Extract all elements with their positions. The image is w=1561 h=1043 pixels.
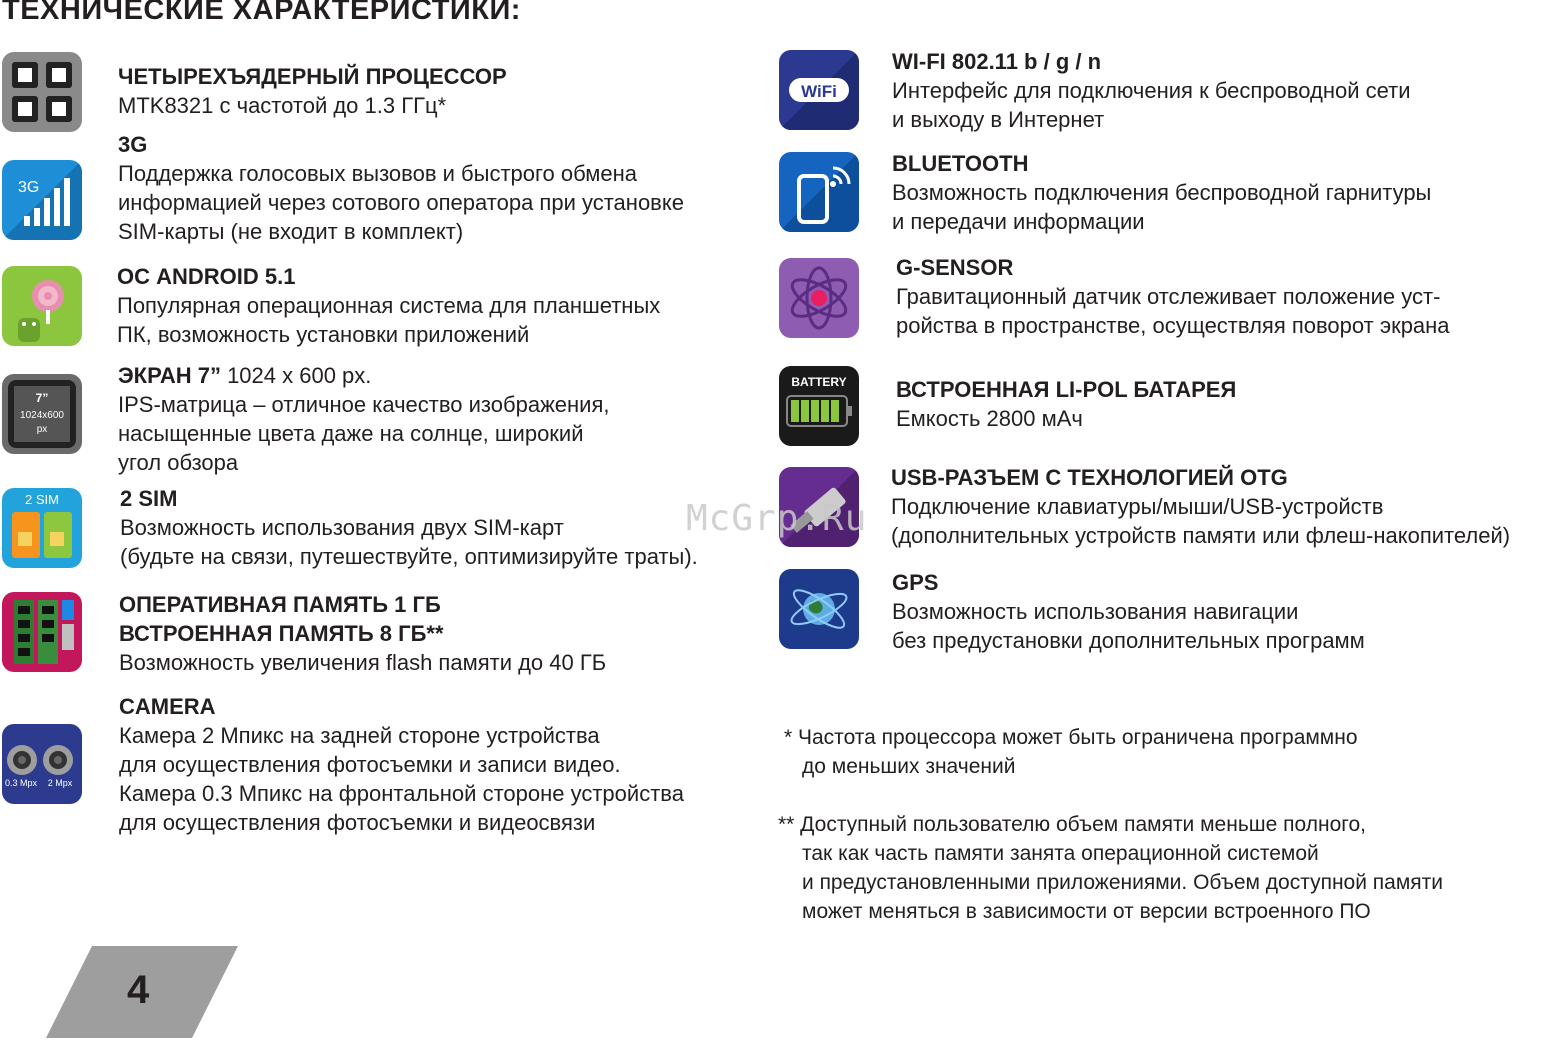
spec-wifi <box>892 47 1410 134</box>
spec-heading: GPS <box>892 570 939 595</box>
cpu-icon <box>2 52 82 132</box>
spec-line: Поддержка голосовых вызовов и быстрого обмена <box>118 161 637 186</box>
spec-gps <box>892 568 1365 655</box>
spec-line: Возможность подключения беспроводной гарнитуры <box>892 180 1432 205</box>
footnote-line: и предустановленными приложениями. Объем доступной памяти <box>802 871 1444 894</box>
spec-screen <box>118 361 610 477</box>
spec-line: ройства в пространстве, осуществляя поворот экрана <box>896 313 1450 338</box>
spec-camera <box>119 692 684 837</box>
spec-heading: ОС ANDROID 5.1 <box>117 264 296 289</box>
svg-text:px: px <box>36 424 48 435</box>
spec-line: IPS-матрица – отличное качество изображения, <box>118 392 610 417</box>
wifi-icon <box>779 50 859 130</box>
svg-text:WiFi: WiFi <box>801 82 837 101</box>
spec-android <box>117 262 660 349</box>
spec-heading: 3G <box>118 132 148 157</box>
svg-text:7”: 7” <box>35 391 49 405</box>
svg-text:BATTERY: BATTERY <box>791 375 847 389</box>
spec-heading: USB-РАЗЪЕМ С ТЕХНОЛОГИЕЙ OTG <box>891 465 1288 490</box>
spec-line: Камера 0.3 Мпикс на фронтальной стороне устройства <box>119 781 684 806</box>
g-sensor-icon <box>779 258 859 338</box>
spec-heading: CAMERA <box>119 694 216 719</box>
memory-icon <box>2 592 82 672</box>
spec-heading: ВСТРОЕННАЯ LI-POL БАТАРЕЯ <box>896 377 1237 402</box>
spec-line: Возможность использования двух SIM-карт <box>120 515 564 540</box>
footnote-line: так как часть памяти занята операционной системой <box>802 842 1319 865</box>
spec-line: для осуществления фотосъемки и видеосвязи <box>119 810 596 835</box>
spec-line: без предустановки дополнительных программ <box>892 628 1365 653</box>
spec-heading: ОПЕРАТИВНАЯ ПАМЯТЬ 1 ГБ <box>119 592 441 617</box>
spec-line: информацией через сотового оператора при установке <box>118 190 684 215</box>
footnote-line: * Частота процессора может быть ограничена программно <box>784 726 1358 749</box>
spec-heading: BLUETOOTH <box>892 151 1029 176</box>
page-title: ТЕХНИЧЕСКИЕ ХАРАКТЕРИСТИКИ: <box>2 0 521 26</box>
svg-text:2 Mpx: 2 Mpx <box>47 778 73 788</box>
spec-heading: ЭКРАН 7” <box>118 363 221 388</box>
spec-line: Популярная операционная система для планшетных <box>117 293 661 318</box>
spec-line: (дополнительных устройств памяти или флеш-накопителей) <box>891 523 1511 548</box>
watermark: McGrp.Ru <box>686 498 868 539</box>
battery-icon <box>779 366 859 446</box>
spec-heading: ЧЕТЫРЕХЪЯДЕРНЫЙ ПРОЦЕССОР <box>118 64 507 89</box>
spec-line: и передачи информации <box>892 209 1145 234</box>
spec-heading-suffix: 1024 x 600 px. <box>220 363 372 388</box>
spec-line: насыщенные цвета даже на солнце, широкий <box>118 421 584 446</box>
svg-text:2 SIM: 2 SIM <box>25 492 59 507</box>
spec-bluetooth <box>892 149 1431 236</box>
spec-line: Интерфейс для подключения к беспроводной сети <box>892 78 1411 103</box>
spec-memory <box>119 590 606 677</box>
spec-line: и выходу в Интернет <box>892 107 1105 132</box>
gps-globe-icon <box>779 569 859 649</box>
svg-text:0.3 Mpx: 0.3 Mpx <box>4 778 38 788</box>
3g-text: 3G <box>18 179 40 196</box>
spec-heading: WI-FI 802.11 b / g / n <box>892 49 1102 74</box>
spec-g-sensor <box>896 253 1450 340</box>
spec-line: Возможность увеличения flash памяти до 40 ГБ <box>119 650 607 675</box>
spec-dual-sim <box>120 484 698 571</box>
spec-cpu <box>118 62 507 120</box>
spec-line: ПК, возможность установки приложений <box>117 322 530 347</box>
spec-usb <box>891 463 1510 550</box>
footnote-memory <box>778 810 1443 926</box>
spec-line: SIM-карты (не входит в комплект) <box>118 219 464 244</box>
spec-heading: G-SENSOR <box>896 255 1014 280</box>
spec-line: Возможность использования навигации <box>892 599 1299 624</box>
android-lollipop-icon <box>2 266 82 346</box>
3g-signal-icon <box>2 160 82 240</box>
dual-sim-icon <box>2 488 82 568</box>
screen-icon <box>2 374 82 454</box>
bluetooth-icon <box>779 152 859 232</box>
spec-line: угол обзора <box>118 450 239 475</box>
footnote-line: до меньших значений <box>802 755 1016 778</box>
spec-line: Емкость 2800 мАч <box>896 406 1083 431</box>
footnote-line: ** Доступный пользователю объем памяти меньше полного, <box>778 813 1366 836</box>
page-number: 4 <box>127 968 150 1012</box>
spec-3g <box>118 130 684 246</box>
spec-heading: 2 SIM <box>120 486 178 511</box>
spec-battery <box>896 375 1236 433</box>
spec-line: (будьте на связи, путешествуйте, оптимизируйте траты). <box>120 544 698 569</box>
spec-line: Гравитационный датчик отслеживает положение уст- <box>896 284 1441 309</box>
footnote-cpu <box>784 723 1358 781</box>
camera-icon <box>2 724 82 804</box>
spec-line: MTK8321 с частотой до 1.3 ГГц* <box>118 93 447 118</box>
footnote-line: может меняться в зависимости от версии встроенного ПО <box>802 900 1371 923</box>
svg-text:1024x600: 1024x600 <box>20 410 64 421</box>
spec-heading-2: ВСТРОЕННАЯ ПАМЯТЬ 8 ГБ** <box>119 621 444 646</box>
spec-line: Камера 2 Мпикс на задней стороне устройства <box>119 723 600 748</box>
spec-line: для осуществления фотосъемки и записи видео. <box>119 752 621 777</box>
spec-line: Подключение клавиатуры/мыши/USB-устройств <box>891 494 1384 519</box>
